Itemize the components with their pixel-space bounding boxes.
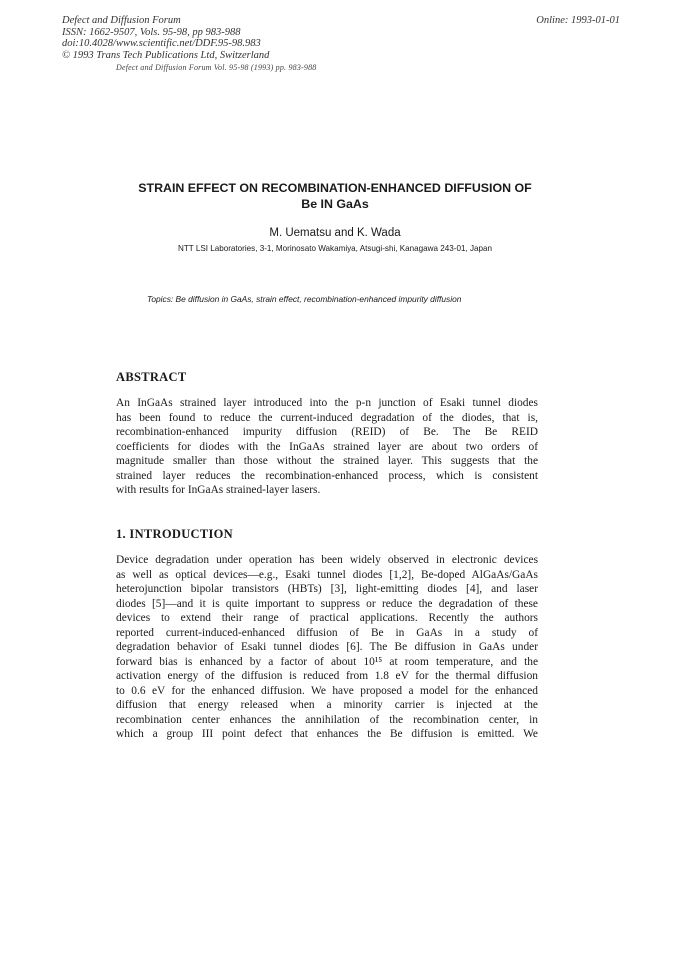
intro-line: activation energy of the diffusion is reduced from 1.8 eV for the thermal diffusion (116, 670, 538, 682)
online-date: Online: 1993-01-01 (536, 15, 620, 26)
issn-line: ISSN: 1662-9507, Vols. 95-98, pp 983-988 (62, 26, 241, 38)
abstract-line: with results for InGaAs strained-layer lasers. (116, 484, 321, 496)
abstract-line: recombination-enhanced impurity diffusion (REID) of Be. The Be REID (116, 426, 538, 438)
intro-line: Device degradation under operation has been widely observed in electronic devices (116, 554, 538, 566)
title-line-1: STRAIN EFFECT ON RECOMBINATION-ENHANCED DIFFUSION OF (138, 181, 532, 195)
intro-line: recombination center enhances the annihilation of the recombination center, in (116, 713, 538, 726)
introduction-heading: 1. INTRODUCTION (116, 527, 234, 541)
intro-line: forward bias is enhanced by a factor of about 10¹⁵ at room temperature, and the (116, 655, 538, 668)
affiliation: NTT LSI Laboratories, 3-1, Morinosato Wakamiya, Atsugi-shi, Kanagawa 243-01, Japan (177, 244, 493, 253)
intro-line: devices to extend their range of practical applications. Recently the authors (116, 612, 538, 624)
copyright-line: © 1993 Trans Tech Publications Ltd, Switzerland (62, 49, 270, 61)
abstract-heading: ABSTRACT (116, 370, 187, 384)
abstract-line: An InGaAs strained layer introduced into the p-n junction of Esaki tunnel diodes (116, 397, 538, 409)
intro-line: diffusion that energy released when a minority carrier is injected at the (116, 699, 538, 711)
journal-name: Defect and Diffusion Forum (62, 15, 181, 26)
scanned-running-header: Defect and Diffusion Forum Vol. 95-98 (1993) pp. 983-988 (116, 63, 317, 72)
intro-line: heterojunction bipolar transistors (HBTs) [3], light-emitting diodes [4], and laser (116, 583, 538, 595)
intro-line: diodes [5]—and it is quite important to suppress or reduce the degradation of these (116, 597, 538, 610)
intro-line: degradation behavior of Esaki tunnel diodes [6]. The Be diffusion in GaAs under (116, 641, 538, 653)
introduction-body (116, 553, 538, 742)
doi-line[interactable]: doi:10.4028/www.scientific.net/DDF.95-98.983 (62, 38, 261, 50)
intro-line: which a group III point defect that enhances the Be diffusion is emitted. We (116, 728, 538, 740)
abstract-body (116, 396, 538, 498)
abstract-line: strained layer reduces the recombination-enhanced process, which is consistent (116, 469, 538, 482)
abstract-line: has been found to reduce the current-induced degradation of the diodes, that is, (116, 411, 538, 424)
paper-title (110, 180, 560, 212)
intro-line: to 0.6 eV for the enhanced diffusion. We have proposed a model for the enhanced (116, 684, 538, 697)
title-line-2: Be IN GaAs (301, 197, 369, 211)
abstract-line: magnitude smaller than those without the strained layer. This suggests that the (116, 455, 538, 467)
topics-line: Topics: Be diffusion in GaAs, strain effect, recombination-enhanced impurity diffusion (147, 294, 462, 304)
intro-line: reported current-induced-enhanced diffusion of Be in GaAs in a study of (116, 626, 538, 639)
authors: M. Uematsu and K. Wada (269, 227, 401, 239)
abstract-line: coefficients for diodes with the InGaAs strained layer are about two orders of (116, 440, 538, 453)
intro-line: as well as optical devices—e.g., Esaki tunnel diodes [1,2], Be-doped AlGaAs/GaAs (116, 568, 538, 581)
